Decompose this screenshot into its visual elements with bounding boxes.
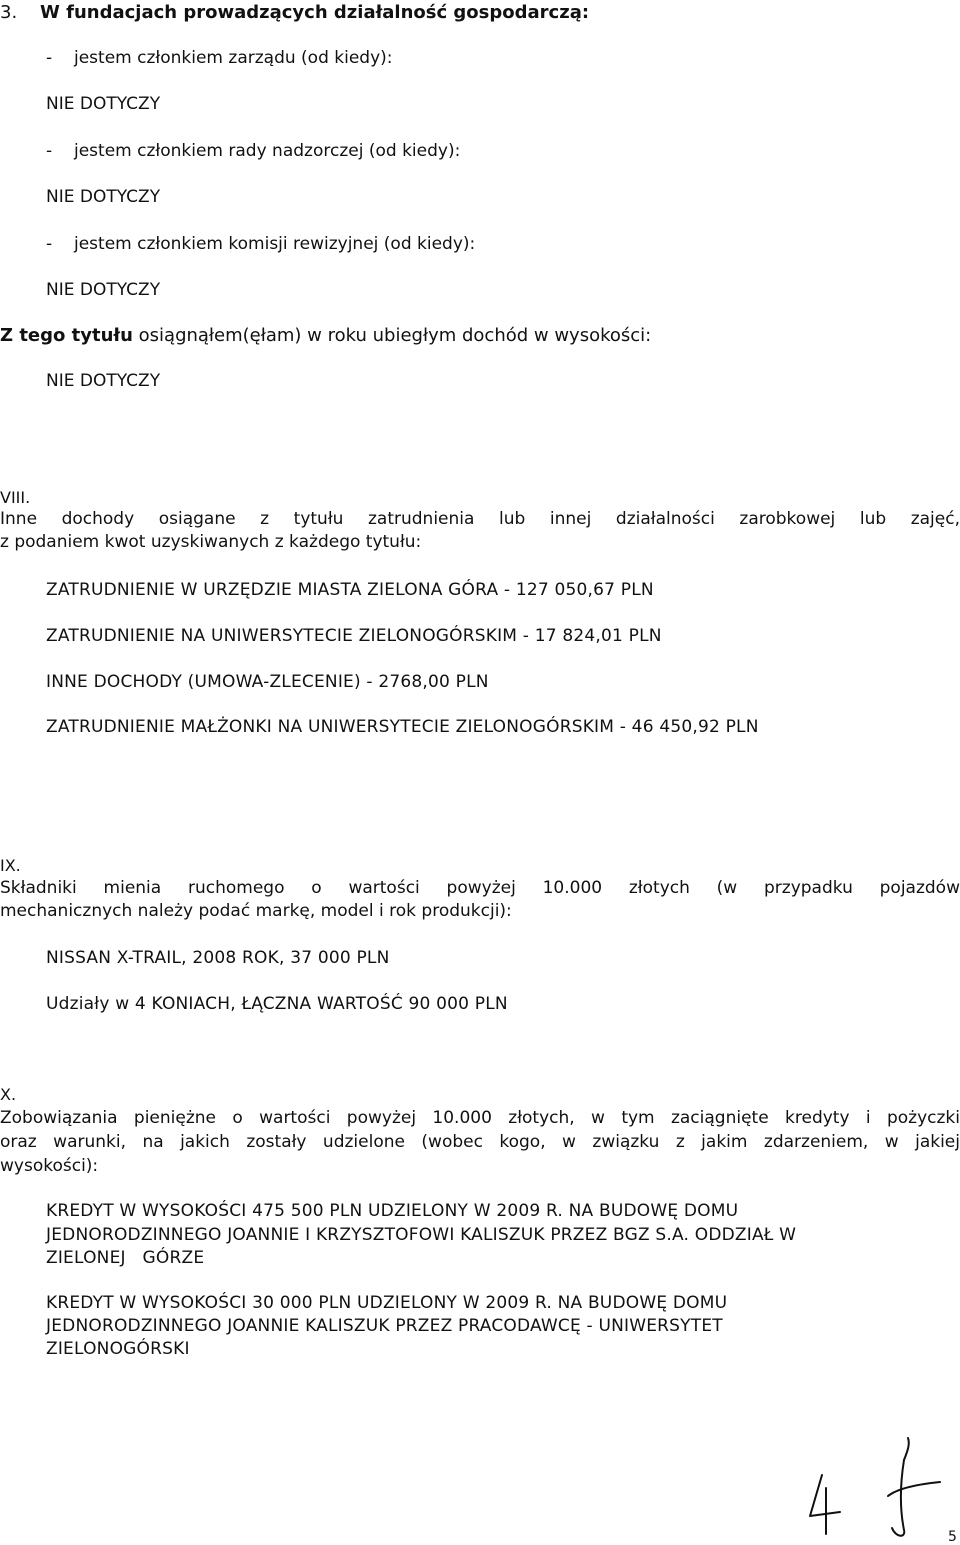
section-9-intro-line-1: Składniki mienia ruchomego o wartości powyżej 10.000 złotych (w przypadku pojazdów: [0, 878, 960, 898]
board-member-value: NIE DOTYCZY: [46, 94, 161, 114]
income-label-bold: Z tego tytułu: [0, 325, 133, 346]
section-10-intro-line-3: wysokości):: [0, 1156, 99, 1176]
income-entry: ZATRUDNIENIE MAŁŻONKI NA UNIWERSYTECIE ZIELONOGÓRSKIM - 46 450,92 PLN: [46, 717, 759, 737]
income-entry: INNE DOCHODY (UMOWA-ZLECENIE) - 2768,00 PLN: [46, 672, 489, 692]
credit-2-line: JEDNORODZINNEGO JOANNIE KALISZUK PRZEZ PRACODAWCĘ - UNIWERSYTET: [46, 1316, 723, 1336]
audit-committee-value: NIE DOTYCZY: [46, 280, 161, 300]
section-9-intro-line-2: mechanicznych należy podać markę, model i rok produkcji):: [0, 901, 512, 921]
movable-asset-entry: NISSAN X-TRAIL, 2008 ROK, 37 000 PLN: [46, 948, 390, 968]
section-8-intro-line-2: z podaniem kwot uzyskiwanych z każdego tytułu:: [0, 532, 422, 552]
section-8-number: VIII.: [0, 488, 31, 507]
movable-asset-entry: Udziały w 4 KONIACH, ŁĄCZNA WARTOŚĆ 90 000 PLN: [46, 994, 508, 1014]
section-8-intro-line-1: Inne dochody osiągane z tytułu zatrudnienia lub innej działalności zarobkowej lub zajęć,: [0, 509, 960, 529]
credit-2-line: KREDYT W WYSOKOŚCI 30 000 PLN UDZIELONY W 2009 R. NA BUDOWĘ DOMU: [46, 1293, 728, 1313]
section-10-number: X.: [0, 1085, 17, 1104]
section-10-intro-line-1: Zobowiązania pieniężne o wartości powyżej 10.000 złotych, w tym zaciągnięte kredyty i pożyczki: [0, 1108, 960, 1128]
income-entry: ZATRUDNIENIE W URZĘDZIE MIASTA ZIELONA GÓRA - 127 050,67 PLN: [46, 580, 654, 600]
dash: -: [46, 48, 53, 68]
section-3-number: 3.: [0, 2, 18, 23]
audit-committee-label: jestem członkiem komisji rewizyjnej (od kiedy):: [74, 234, 476, 254]
board-member-label: jestem członkiem zarządu (od kiedy):: [74, 48, 393, 68]
dash: -: [46, 234, 53, 254]
section-9-number: IX.: [0, 856, 21, 875]
credit-2-line: ZIELONOGÓRSKI: [46, 1339, 190, 1359]
credit-1-line: JEDNORODZINNEGO JOANNIE I KRZYSZTOFOWI KALISZUK PRZEZ BGZ S.A. ODDZIAŁ W: [46, 1225, 797, 1245]
supervisory-board-value: NIE DOTYCZY: [46, 187, 161, 207]
handwritten-signature: [800, 1430, 960, 1540]
income-line: [0, 327, 651, 345]
section-3-heading: W fundacjach prowadzących działalność gospodarczą:: [40, 2, 590, 23]
section-10-intro-line-2: oraz warunki, na jakich zostały udzielone (wobec kogo, w związku z jakim zdarzeniem, w jakiej: [0, 1132, 960, 1152]
income-label-rest: osiągnąłem(ęłam) w roku ubiegłym dochód w wysokości:: [138, 325, 652, 346]
dash: -: [46, 141, 53, 161]
supervisory-board-label: jestem członkiem rady nadzorczej (od kiedy):: [74, 141, 461, 161]
income-value: NIE DOTYCZY: [46, 371, 161, 391]
income-entry: ZATRUDNIENIE NA UNIWERSYTECIE ZIELONOGÓRSKIM - 17 824,01 PLN: [46, 626, 662, 646]
credit-1-line: KREDYT W WYSOKOŚCI 475 500 PLN UDZIELONY W 2009 R. NA BUDOWĘ DOMU: [46, 1201, 739, 1221]
page-number: 5: [948, 1529, 957, 1545]
credit-1-line: ZIELONEJ GÓRZE: [46, 1248, 205, 1268]
